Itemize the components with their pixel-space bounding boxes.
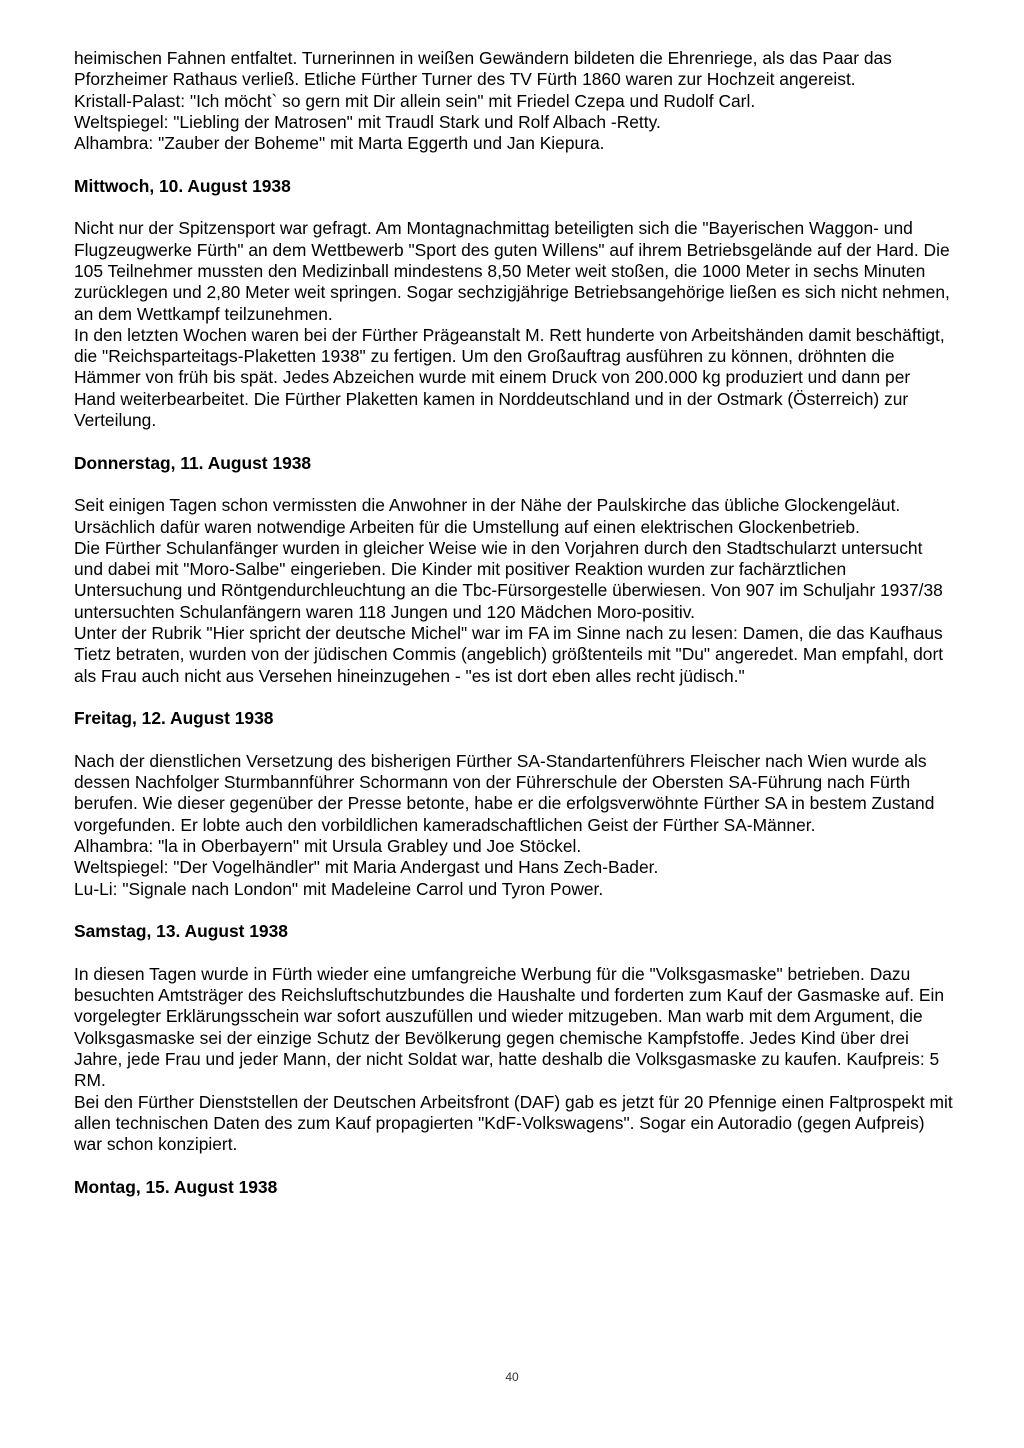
section-heading: Donnerstag, 11. August 1938 bbox=[74, 452, 312, 473]
paragraph: Weltspiegel: "Liebling der Matrosen" mit Traudl Stark und Rolf Albach -Retty. bbox=[74, 111, 661, 132]
paragraph: Alhambra: "la in Oberbayern" mit Ursula Grabley und Joe Stöckel. bbox=[74, 835, 582, 856]
paragraph: Alhambra: "Zauber der Boheme" mit Marta Eggerth und Jan Kiepura. bbox=[74, 133, 605, 154]
paragraph: heimischen Fahnen entfaltet. Turnerinnen in weißen Gewändern bildeten die Ehrenriege, als das Paar das Pforzheimer Rathaus verließ. Etliche Fürther Turner des TV Fürth 1860 waren zur Hochzeit angereist. bbox=[74, 48, 892, 90]
section-wednesday bbox=[74, 176, 954, 432]
paragraph: Kristall-Palast: "Ich möcht` so gern mit Dir allein sein" mit Friedel Czepa und Rudolf Carl. bbox=[74, 90, 756, 111]
paragraph: In diesen Tagen wurde in Fürth wieder eine umfangreiche Werbung für die "Volksgasmaske" betrieben. Dazu besuchten Amtsträger des Reichsluftschutzbundes die Haushalte und forderten zum Kauf der Gasmaske auf. Ein vorgelegter Erklärungsschein war sofort auszufüllen und wieder mitzugeben. Man warb mit dem Argument, die Volksgasmaske sei der einzige Schutz der Bevölkerung gegen chemische Kampfstoffe. Jedes Kind über drei Jahre, jede Frau und jeder Mann, der nicht Soldat war, hatte deshalb die Volksgasmaske zu kaufen. Kaufpreis: 5 RM. bbox=[74, 963, 945, 1091]
section-heading: Montag, 15. August 1938 bbox=[74, 1176, 278, 1197]
paragraph: In den letzten Wochen waren bei der Fürther Prägeanstalt M. Rett hunderte von Arbeitshänden damit beschäftigt, die "Reichsparteitags-Plaketten 1938" zu fertigen. Um den Großauftrag ausführen zu können, dröhnten die Hämmer von früh bis spät. Jedes Abzeichen wurde mit einem Druck von 200.000 kg produziert und dann per Hand weiterbearbeitet. Die Fürther Plaketten kamen in Norddeutschland und in der Ostmark (Österreich) zur Verteilung. bbox=[74, 324, 945, 431]
document-body bbox=[74, 48, 954, 1219]
paragraph: Nach der dienstlichen Versetzung des bisherigen Fürther SA-Standartenführers Fleischer nach Wien wurde als dessen Nachfolger Sturmbannführer Schormann von der Führerschule der Obersten SA-Führung nach Fürth berufen. Wie dieser gegenüber der Presse betonte, habe er die erfolgsverwöhnte Fürther SA in bestem Zustand vorgefunden. Er lobte auch den vorbildlichen kameradschaftlichen Geist der Fürther SA-Männer. bbox=[74, 750, 935, 835]
section-heading: Samstag, 13. August 1938 bbox=[74, 921, 288, 942]
paragraph: Bei den Fürther Dienststellen der Deutschen Arbeitsfront (DAF) gab es jetzt für 20 Pfennige einen Faltprospekt mit allen technischen Daten des zum Kauf propagierten "KdF-Volkswagens". Sogar ein Autoradio (gegen Aufpreis) war schon konzipiert. bbox=[74, 1091, 953, 1155]
section-heading: Mittwoch, 10. August 1938 bbox=[74, 175, 291, 196]
section-heading: Freitag, 12. August 1938 bbox=[74, 708, 274, 729]
section-intro bbox=[74, 48, 954, 154]
paragraph: Weltspiegel: "Der Vogelhändler" mit Maria Andergast und Hans Zech-Bader. bbox=[74, 857, 659, 878]
section-thursday bbox=[74, 453, 954, 687]
paragraph: Unter der Rubrik "Hier spricht der deutsche Michel" war im FA im Sinne nach zu lesen: Damen, die das Kaufhaus Tietz betraten, wurden von der jüdischen Commis (angeblich) größtenteils mit "Du" angeredet. Man empfahl, dort als Frau auch nicht aus Versehen hineinzugehen - "es ist dort eben alles recht jüdisch." bbox=[74, 623, 944, 686]
section-monday bbox=[74, 1177, 954, 1198]
paragraph: Seit einigen Tagen schon vermissten die Anwohner in der Nähe der Paulskirche das übliche Glockengeläut. Ursächlich dafür waren notwendige Arbeiten für die Umstellung auf einen elektrischen Glockenbetrieb. bbox=[74, 495, 901, 537]
paragraph: Lu-Li: "Signale nach London" mit Madeleine Carrol und Tyron Power. bbox=[74, 878, 604, 899]
paragraph: Nicht nur der Spitzensport war gefragt. Am Montagnachmittag beteiligten sich die "Bayerischen Waggon- und Flugzeugwerke Fürth" an dem Wettbewerb "Sport des guten Willens" auf ihrem Betriebsgelände auf der Hard. Die 105 Teilnehmer mussten den Medizinball mindestens 8,50 Meter weit stoßen, die 1000 Meter in sechs Minuten zurücklegen und 2,80 Meter weit springen. Sogar sechzigjährige Betriebsangehörige ließen es sich nicht nehmen, an dem Wettkampf teilzunehmen. bbox=[74, 218, 950, 324]
paragraph: Die Fürther Schulanfänger wurden in gleicher Weise wie in den Vorjahren durch den Stadtschularzt untersucht und dabei mit "Moro-Salbe" eingerieben. Die Kinder mit positiver Reaktion wurden zur fachärztlichen Untersuchung und Röntgendurchleuchtung an die Tbc-Fürsorgestelle überwiesen. Von 907 im Schuljahr 1937/38 untersuchten Schulanfängern waren 118 Jungen und 120 Mädchen Moro-positiv. bbox=[74, 537, 943, 622]
section-saturday bbox=[74, 921, 954, 1155]
page-number: 40 bbox=[505, 1370, 519, 1384]
section-friday bbox=[74, 708, 954, 900]
